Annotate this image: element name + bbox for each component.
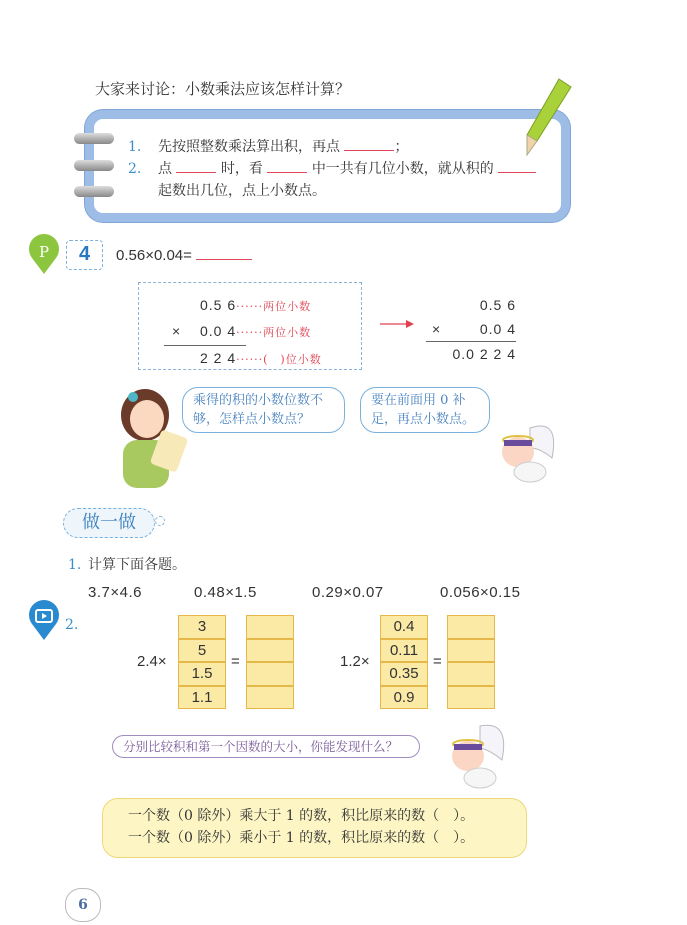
page-number: 6 <box>65 888 101 922</box>
question-number: 1. <box>68 557 82 573</box>
fill-blank[interactable] <box>267 159 307 173</box>
times-sign: × <box>172 323 182 339</box>
decimal-note: ······两位小数 <box>236 300 312 313</box>
angel-question-bubble: 分别比较积和第一个因数的大小，你能发现什么？ <box>112 735 420 758</box>
fill-blank[interactable] <box>498 159 536 173</box>
multiplier-cell: 3 <box>178 615 226 639</box>
girl-speech-bubble: 乘得的积的小数位数不够，怎样点小数点？ <box>182 387 345 433</box>
step-text: 时，看 <box>220 161 263 177</box>
ring-icon <box>74 160 114 171</box>
product: 0.0 2 2 4 <box>452 346 516 362</box>
times-sign: × <box>432 321 442 337</box>
step-number: 2. <box>128 161 142 177</box>
answer-cell[interactable] <box>246 639 294 663</box>
answer-cell[interactable] <box>246 686 294 710</box>
multiplier-cell: 0.9 <box>380 686 428 710</box>
step-text: 中一共有几位小数，就从积的 <box>311 161 494 177</box>
answer-cell[interactable] <box>246 615 294 639</box>
ring-icon <box>74 186 114 197</box>
multiplier: 0.0 4 <box>479 321 516 337</box>
multiplier-cell: 0.35 <box>380 662 428 686</box>
answer-cell[interactable] <box>447 686 495 710</box>
answer-cell[interactable] <box>246 662 294 686</box>
equals-sign: = <box>433 653 442 670</box>
step-text: 先按照整数乘法算出积，再点 <box>158 139 340 155</box>
multiplier: 0.0 4 <box>200 323 237 339</box>
multiplier-cell: 5 <box>178 639 226 663</box>
angel-speech-bubble: 要在前面用 0 补足，再点小数点。 <box>360 387 490 433</box>
multiplier-cell: 0.4 <box>380 615 428 639</box>
factor-label: 1.2× <box>340 653 370 670</box>
factor-label: 2.4× <box>137 653 167 670</box>
conclusion-box <box>102 798 527 858</box>
question-text: 计算下面各题。 <box>88 557 186 573</box>
product: 2 2 4 <box>200 350 237 366</box>
angel-illustration <box>440 720 512 792</box>
example-equation: 0.56×0.04= <box>116 247 192 264</box>
multiplier-cell: 1.1 <box>178 686 226 710</box>
bubble-dot <box>155 516 165 526</box>
svg-text:P: P <box>38 243 50 261</box>
video-pin-icon[interactable] <box>26 600 62 642</box>
decimal-note: ······两位小数 <box>236 326 312 339</box>
example-number-badge: 4 <box>66 240 103 270</box>
practice-header: 做一做 <box>63 508 155 538</box>
fill-blank[interactable] <box>344 137 394 151</box>
angel-illustration <box>490 418 562 488</box>
step-text: ； <box>394 139 409 155</box>
exercise-item: 0.29×0.07 <box>312 584 384 601</box>
step-number: 1. <box>128 139 142 155</box>
conclusion-line: 一个数（0 除外）乘小于 1 的数，积比原来的数（ ）。 <box>128 830 475 846</box>
arrow-right-icon <box>380 319 414 329</box>
answer-cell[interactable] <box>447 639 495 663</box>
step-text: 点 <box>158 161 172 177</box>
multiplicand: 0.5 6 <box>479 297 516 313</box>
decimal-note: ······( )位小数 <box>236 353 322 366</box>
equals-sign: = <box>231 653 240 670</box>
practice-pin-icon <box>26 234 62 276</box>
ring-icon <box>74 133 114 144</box>
answer-blank[interactable] <box>196 246 252 260</box>
exercise-item: 3.7×4.6 <box>88 584 142 601</box>
conclusion-line: 一个数（0 除外）乘大于 1 的数，积比原来的数（ ）。 <box>128 808 475 824</box>
fill-blank[interactable] <box>176 159 216 173</box>
multiplier-cell: 0.11 <box>380 639 428 663</box>
multiplier-cell: 1.5 <box>178 662 226 686</box>
answer-cell[interactable] <box>447 615 495 639</box>
discussion-title: 大家来讨论：小数乘法应该怎样计算？ <box>95 80 351 98</box>
exercise-item: 0.056×0.15 <box>440 584 521 601</box>
answer-cell[interactable] <box>447 662 495 686</box>
step-text: 起数出几位，点上小数点。 <box>158 183 326 199</box>
question-number: 2. <box>65 617 79 633</box>
multiplicand: 0.5 6 <box>200 297 237 313</box>
exercise-item: 0.48×1.5 <box>194 584 257 601</box>
